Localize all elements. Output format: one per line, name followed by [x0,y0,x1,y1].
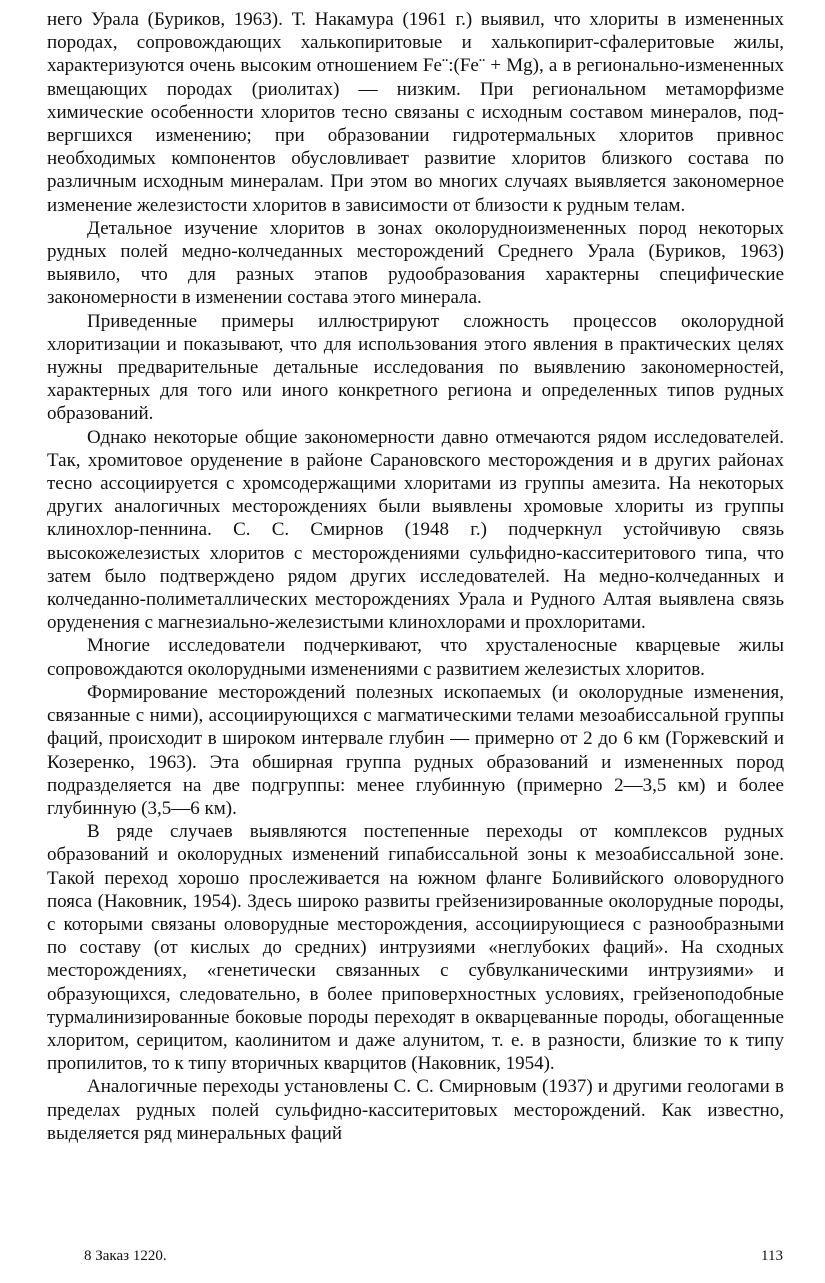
paragraph-2: Детальное изучение хлоритов в зонах околорудноизмененных пород некоторых рудных полей медно-колчеданных месторождений Среднего Урала (Буриков, 1963) выявило, что для разных этапов рудообразования характерны специфические закономерности в изменении состава этого минерала. [47,217,784,309]
paragraph-8: Аналогичные переходы установлены С. С. Смирновым (1937) и другими геологами в пределах рудных полей сульфидно-касситеритовых месторождений. Как известно, выделяется ряд минеральных фаций [47,1076,784,1144]
paragraph-4: Однако некоторые общие закономерности давно отмечаются рядом исследователей. Так, хромитовое оруденение в районе Сарановского месторождения и в других районах тесно ассоциируется с хромсодержащими хлоритами из группы амезита. На некоторых других аналогичных месторождениях были выявлены хромовые хлориты из группы клинохлор-пеннина. С. С. Смирнов (1948 г.) подчеркнул устойчивую связь высокожелезистых хлоритов с месторождениями сульфидно-касситеритового типа, что затем было подтверждено рядом других исследователей. На медно-колчеданных и колчеданно-полиметаллических месторождениях Урала и Рудного Алтая выявлена связь оруденения с магнезиально-железистыми клинохлорами и прохлоритами. [47,426,784,634]
page-body [47,8,784,1145]
page-footer [84,1248,783,1270]
paragraph-5: Многие исследователи подчеркивают, что хрусталеносные кварцевые жилы сопровождаются околорудными изменениями с развитием железистых хлоритов. [47,635,784,680]
paragraph-6: Формирование месторождений полезных ископаемых (и околорудные изменения, связанные с ними), ассоциирующихся с магматическими телами мезоабиссальной группы фаций, происходит в широком интервале глубин — примерно от 2 до 6 км (Горжевский и Козеренко, 1963). Эта обширная группа рудных образований и измененных пород подразделяется на две подгруппы: менее глубинную (примерно 2—3,5 км) и более глубинную (3,5—6 км). [47,681,784,819]
paragraph-1: него Урала (Буриков, 1963). Т. Накамура (1961 г.) выявил, что хлориты в измененных породах, сопровождающих халькопиритовые и халькопирит-сфалеритовые жилы, характеризуются очень высоким отношением Fe¨:(Fe¨ + Mg), а в регионально-измененных вмещающих породах (риолитах) — низким. При региональном метаморфизме химические особенности хлоритов тесно связаны с исходным составом минералов, подвергшихся изменению; при образовании гидротермальных хлоритов привнос необходимых компонентов обусловливает развитие хлоритов близкого состава по различным исходным минералам. При этом во многих случаях выявляется закономерное изменение железистости хлоритов в зависимости от близости к рудным телам. [47,9,784,216]
paragraph-3: Приведенные примеры иллюстрируют сложность процессов околорудной хлоритизации и показывают, что для использования этого явления в практических целях нужны предварительные детальные исследования по выявлению закономерностей, характерных для того или иного конкретного региона и определенных типов рудных образований. [47,310,784,425]
printer-signature: 8 Заказ 1220. [84,1248,167,1264]
page-number: 113 [761,1248,783,1264]
paragraph-7: В ряде случаев выявляются постепенные переходы от комплексов рудных образований и околорудных изменений гипабиссальной зоны к мезоабиссальной зоне. Такой переход хорошо прослеживается на южном фланге Боливийского оловорудного пояса (Наковник, 1954). Здесь широко развиты грейзенизированные околорудные породы, с которыми связаны оловорудные месторождения, ассоциирующиеся с разнообразными по составу (от кислых до средних) интрузиями «неглубоких фаций». На сходных месторождениях, «генетически связанных с субвулканическими интрузиями» и образующихся, следовательно, в более приповерхностных условиях, грейзеноподобные турмалинизированные боковые породы переходят в окварцеванные породы, обогащенные хлоритом, серицитом, каолинитом и даже алунитом, т. е. в разности, близкие то к типу пропилитов, то к типу вторичных кварцитов (Наковник, 1954). [47,821,784,1075]
